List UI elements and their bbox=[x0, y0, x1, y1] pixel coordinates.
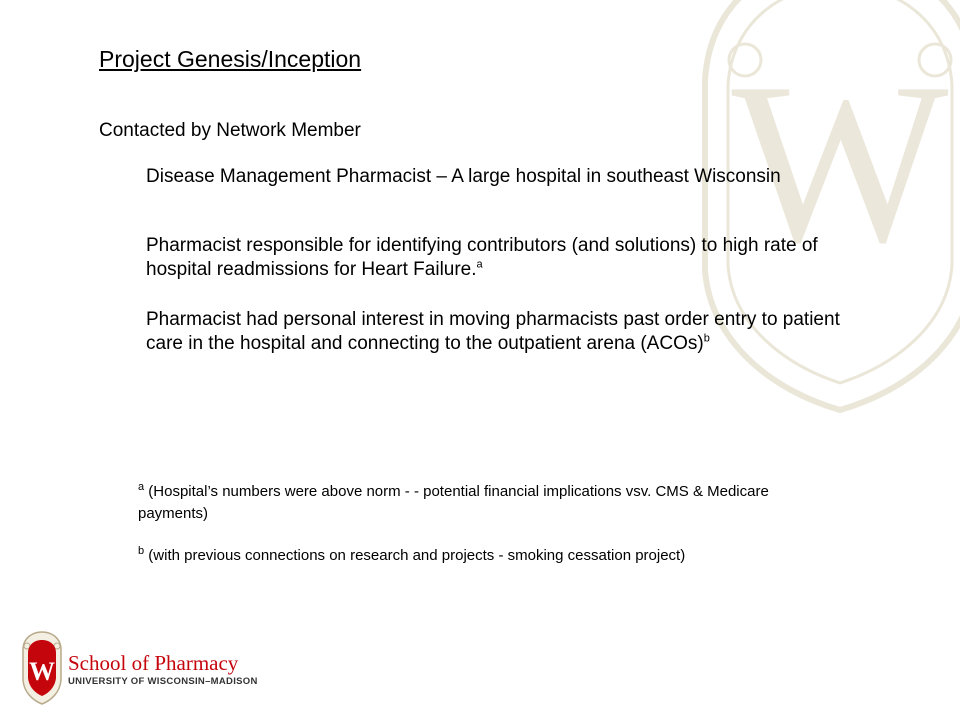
bullet-2-superscript: a bbox=[476, 258, 483, 271]
section-heading: Contacted by Network Member bbox=[99, 120, 361, 141]
logo-title: School of Pharmacy bbox=[68, 651, 239, 675]
crest-icon bbox=[20, 630, 64, 706]
bullet-item-1 bbox=[146, 165, 846, 189]
school-logo bbox=[20, 630, 280, 706]
bullet-item-3 bbox=[146, 308, 846, 356]
footnote-b-text: (with previous connections on research and projects - smoking cessation project) bbox=[144, 547, 686, 564]
bullet-item-2 bbox=[146, 234, 846, 282]
crest-watermark-icon bbox=[690, 0, 960, 420]
bullet-text-2: Pharmacist responsible for identifying contributors (and solutions) to high rate of hospital readmissions for Heart Failure. bbox=[146, 235, 818, 280]
slide-title: Project Genesis/Inception bbox=[99, 46, 362, 72]
footnote-a-marker: a bbox=[138, 481, 145, 493]
watermark-letter: W bbox=[731, 35, 949, 290]
footnote-a bbox=[138, 481, 838, 525]
footnote-a-text: (Hospital’s numbers were above norm - - potential financial implications vsv. CMS & Medicare payments) bbox=[138, 483, 769, 522]
footnote-b-marker: b bbox=[138, 545, 145, 557]
footnote-b bbox=[138, 545, 838, 567]
bullet-text-3: Pharmacist had personal interest in moving pharmacists past order entry to patient care in the hospital and connecting to the outpatient arena (ACOs) bbox=[146, 309, 840, 354]
bullet-3-superscript: b bbox=[703, 332, 710, 345]
logo-subtitle: UNIVERSITY OF WISCONSIN–MADISON bbox=[68, 676, 258, 687]
crest-letter: W bbox=[29, 657, 55, 686]
bullet-text-1: Disease Management Pharmacist – A large hospital in southeast Wisconsin bbox=[146, 166, 781, 187]
